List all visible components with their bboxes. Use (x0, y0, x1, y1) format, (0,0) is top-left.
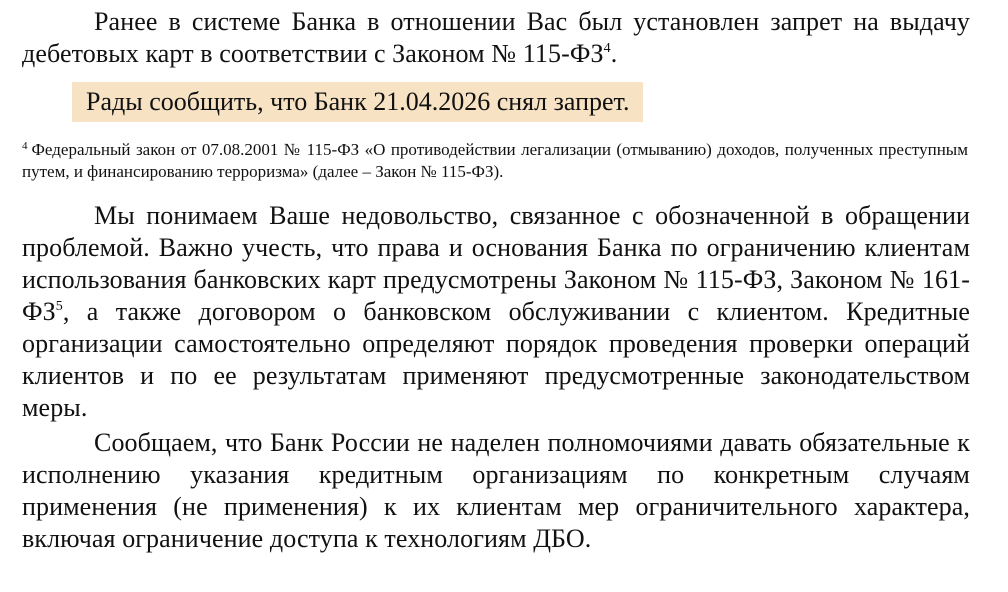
footnote-text: Федеральный закон от 07.08.2001 № 115-ФЗ «О противодействии легализации (отмыванию) доходов, полученных преступным путем, и финансированию терроризма» (далее – Закон № 115-ФЗ). (22, 140, 968, 181)
paragraph-1-text: Ранее в системе Банка в отношении Вас был установлен запрет на выдачу дебетовых карт в соответствии с Законом № 115-ФЗ (22, 7, 970, 68)
footnote-reference-5: 5 (55, 299, 63, 314)
paragraph-2-continuation: , а также договором о банковском обслуживании с клиентом. Кредитные организации самостоятельно определяют порядок проведения проверки операций клиентов и по ее результатам применяют предусмотренные законодательством меры. (22, 297, 970, 422)
paragraph-legal-basis (22, 200, 970, 424)
footnote-4 (22, 135, 968, 183)
top-crop-edge (0, 0, 1008, 4)
paragraph-3-text: Сообщаем, что Банк России не наделен полномочиями давать обязательные к исполнению указания кредитным организациям по конкретным случаям применения (не применения) к их клиентам мер ограничительного характера, включая ограничение доступа к технологиям ДБО. (22, 428, 970, 553)
paragraph-1-end: . (610, 39, 618, 68)
paragraph-bank-of-russia-powers (22, 427, 970, 555)
footnote-reference-4: 4 (603, 41, 611, 56)
paragraph-2-text: Мы понимаем Ваше недовольство, связанное с обозначенной в обращении проблемой. Важно учесть, что права и основания Банка по ограничению клиентам использования банковских карт предусмотрены Законом № 115-ФЗ, Законом № 161-ФЗ (22, 201, 970, 326)
footnote-marker: 4 (22, 140, 28, 152)
highlighted-announcement-text: Рады сообщить, что Банк 21.04.2026 снял запрет. (86, 87, 630, 116)
highlighted-announcement (72, 82, 643, 122)
paragraph-restriction-notice (22, 6, 970, 70)
